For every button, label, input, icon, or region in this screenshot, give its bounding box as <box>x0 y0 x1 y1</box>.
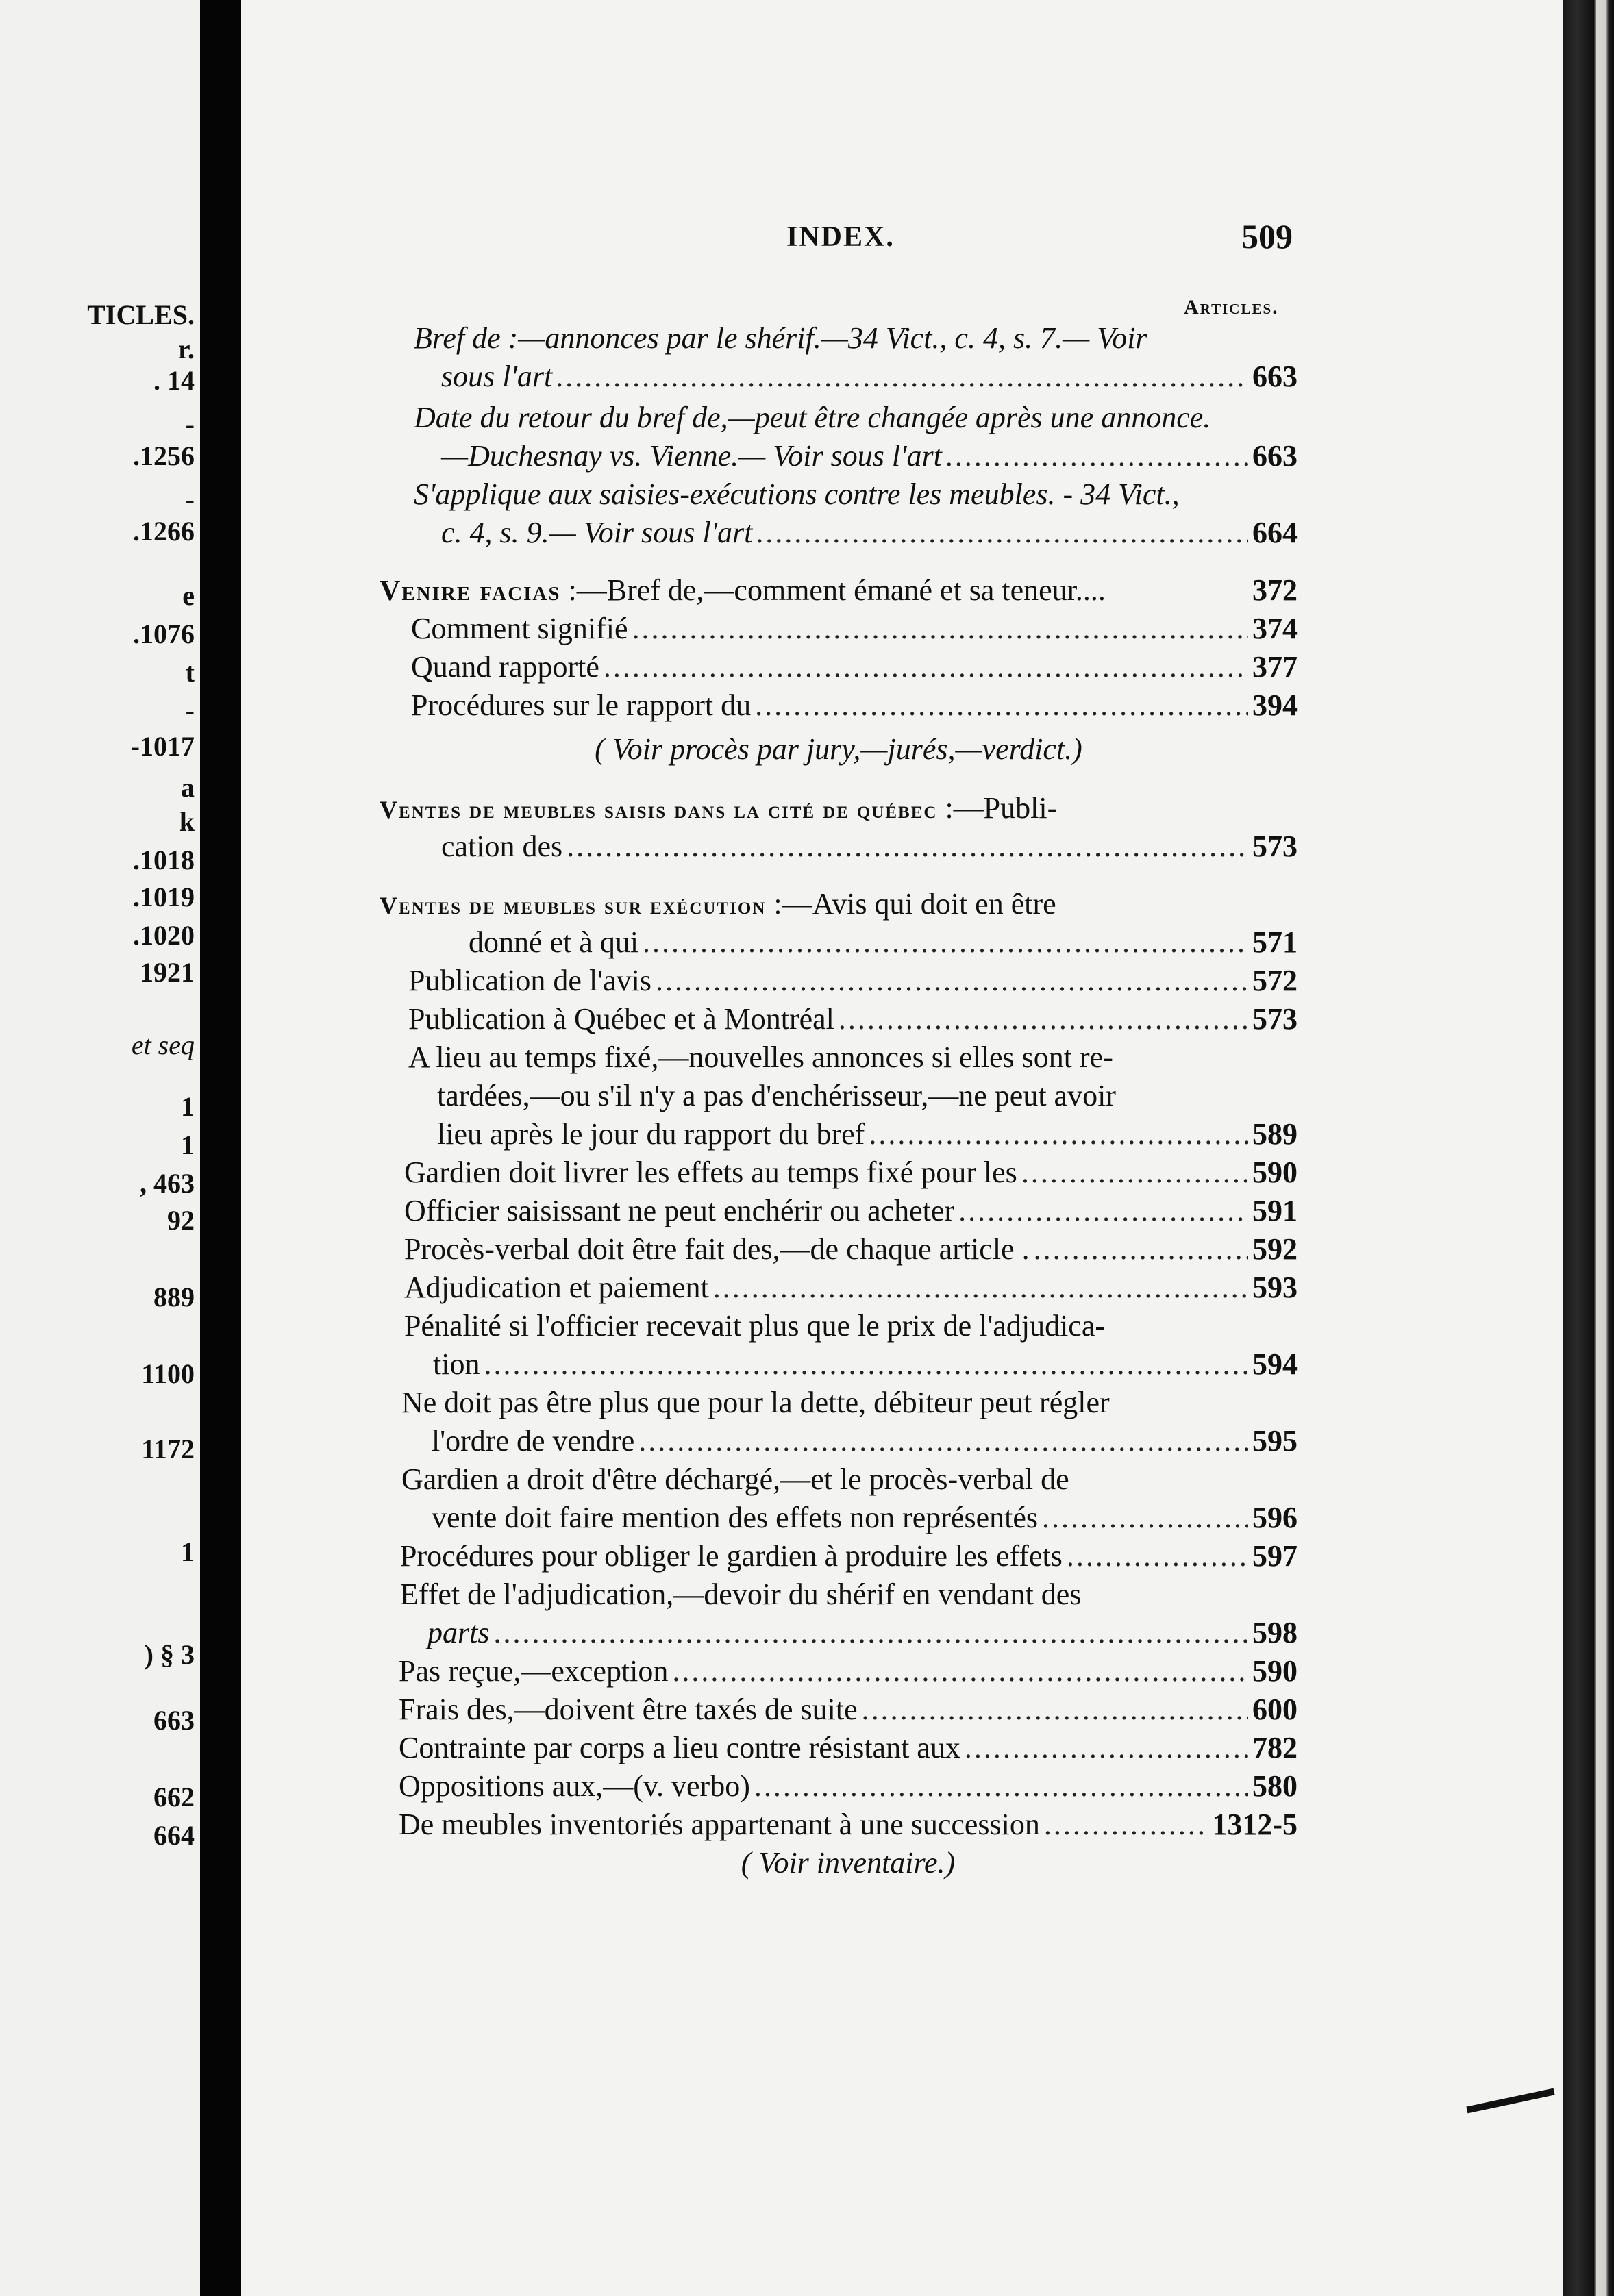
column-header: Articles. <box>1184 296 1279 319</box>
left-fragment: 1100 <box>141 1358 195 1389</box>
index-line: lieu après le jour du rapport du bref ..... 589 <box>437 1115 1298 1153</box>
left-fragment: e <box>182 580 195 611</box>
left-fragment: .1266 <box>133 516 195 547</box>
left-fragment: .1019 <box>133 882 195 912</box>
running-title: INDEX. <box>786 221 895 253</box>
left-fragment: 1921 <box>140 957 195 988</box>
left-fragment: et seq <box>131 1030 195 1060</box>
index-line: c. 4, s. 9.— Voir sous l'art ..... 664 <box>441 514 1298 552</box>
index-line: Publication à Québec et à Montréal ..... 573 <box>408 1000 1298 1038</box>
left-fragment: . 14 <box>153 365 195 396</box>
index-line: —Duchesnay vs. Vienne.— Voir sous l'art ..... 663 <box>441 437 1298 475</box>
index-line: Gardien a droit d'être déchargé,—et le procès-verbal de <box>401 1462 1069 1496</box>
left-fragment: t <box>185 657 195 688</box>
index-heading-line: Ventes de meubles sur exécution :—Avis qui doit en être <box>380 887 1056 921</box>
cross-reference-note: ( Voir procès par jury,—jurés,—verdict.) <box>595 732 1082 766</box>
index-line: vente doit faire mention des effets non représentés ..... 596 <box>432 1499 1298 1537</box>
index-line: De meubles inventoriés appartenant à une succession ..... 1312-5 <box>399 1806 1298 1844</box>
index-line: Date du retour du bref de,—peut être changée après une annonce. <box>414 401 1211 434</box>
index-heading-line: Ventes de meubles saisis dans la cité de québec :—Publi- <box>380 791 1058 825</box>
index-line: Procédures pour obliger le gardien à produire les effets ..... 597 <box>400 1537 1298 1575</box>
index-line: Contrainte par corps a lieu contre résistant aux ..... 782 <box>399 1729 1298 1767</box>
index-line: cation des ..... 573 <box>441 827 1298 866</box>
page-number: 509 <box>1241 217 1293 255</box>
left-fragment: .1018 <box>133 845 195 875</box>
index-line: Procédures sur le rapport du ..... 394 <box>411 686 1298 725</box>
index-line: Bref de :—annonces par le shérif.—34 Vict., c. 4, s. 7.— Voir <box>414 321 1147 355</box>
cross-reference-note: ( Voir inventaire.) <box>741 1846 956 1880</box>
left-fragment: 1 <box>181 1130 195 1160</box>
left-fragment: 664 <box>153 1820 195 1851</box>
index-line: Comment signifié ..... 374 <box>411 610 1298 648</box>
index-line: Quand rapporté ..... 377 <box>411 648 1298 686</box>
left-fragment: - <box>185 695 195 726</box>
left-fragment: k <box>179 806 195 837</box>
left-fragment: 889 <box>153 1282 195 1312</box>
index-line: Gardien doit livrer les effets au temps fixé pour les ..... 590 <box>404 1153 1298 1192</box>
index-line: Procès-verbal doit être fait des,—de chaque article . ..... 592 <box>404 1230 1298 1269</box>
index-line: Adjudication et paiement ..... 593 <box>404 1269 1298 1307</box>
left-fragment: 663 <box>153 1705 195 1736</box>
left-fragment: -1017 <box>130 731 195 762</box>
index-line: Ne doit pas être plus que pour la dette, débiteur peut régler <box>401 1386 1110 1419</box>
left-fragment: 92 <box>167 1205 195 1236</box>
index-line: Pénalité si l'officier recevait plus que le prix de l'adjudica- <box>404 1309 1105 1343</box>
index-line: l'ordre de vendre ..... 595 <box>432 1422 1298 1460</box>
facing-page-fragment <box>0 0 200 2296</box>
index-line: A lieu au temps fixé,—nouvelles annonces si elles sont re- <box>408 1040 1113 1074</box>
left-fragment: 1 <box>181 1091 195 1122</box>
index-heading-line: Venire facias :—Bref de,—comment émané et sa teneur.... 372 <box>380 573 1298 607</box>
left-fragment: .1076 <box>133 619 195 649</box>
index-line: tion ..... 594 <box>433 1345 1298 1384</box>
left-fragment: .1020 <box>133 920 195 951</box>
index-line: S'applique aux saisies-exécutions contre les meubles. - 34 Vict., <box>414 477 1180 511</box>
page-edge <box>1563 0 1614 2296</box>
index-line: tardées,—ou s'il n'y a pas d'enchérisseur,—ne peut avoir <box>437 1079 1116 1112</box>
index-line: donné et à qui ..... 571 <box>469 923 1298 962</box>
book-gutter <box>200 0 241 2296</box>
index-line: Officier saisissant ne peut enchérir ou acheter ..... 591 <box>404 1192 1298 1230</box>
index-line: sous l'art ..... 663 <box>441 358 1298 396</box>
index-line: Frais des,—doivent être taxés de suite ..... 600 <box>399 1690 1298 1729</box>
left-fragment: ) § 3 <box>144 1639 195 1670</box>
left-fragment: r. <box>177 334 195 364</box>
left-fragment: 662 <box>153 1782 195 1812</box>
index-line: Effet de l'adjudication,—devoir du shérif en vendant des <box>400 1577 1082 1611</box>
left-fragment: .1256 <box>133 440 195 471</box>
index-line: Pas reçue,—exception ..... 590 <box>399 1652 1298 1690</box>
left-fragment: - <box>185 484 195 515</box>
left-fragment: a <box>181 772 195 803</box>
index-line: Oppositions aux,—(v. verbo) ..... 580 <box>399 1767 1298 1806</box>
left-fragment: TICLES. <box>87 299 195 330</box>
index-line: parts ..... 598 <box>427 1614 1298 1652</box>
left-fragment: - <box>185 409 195 440</box>
left-fragment: 1 <box>181 1536 195 1567</box>
left-fragment: , 463 <box>140 1168 195 1199</box>
index-line: Publication de l'avis ..... 572 <box>408 962 1298 1000</box>
left-fragment: 1172 <box>141 1434 195 1464</box>
